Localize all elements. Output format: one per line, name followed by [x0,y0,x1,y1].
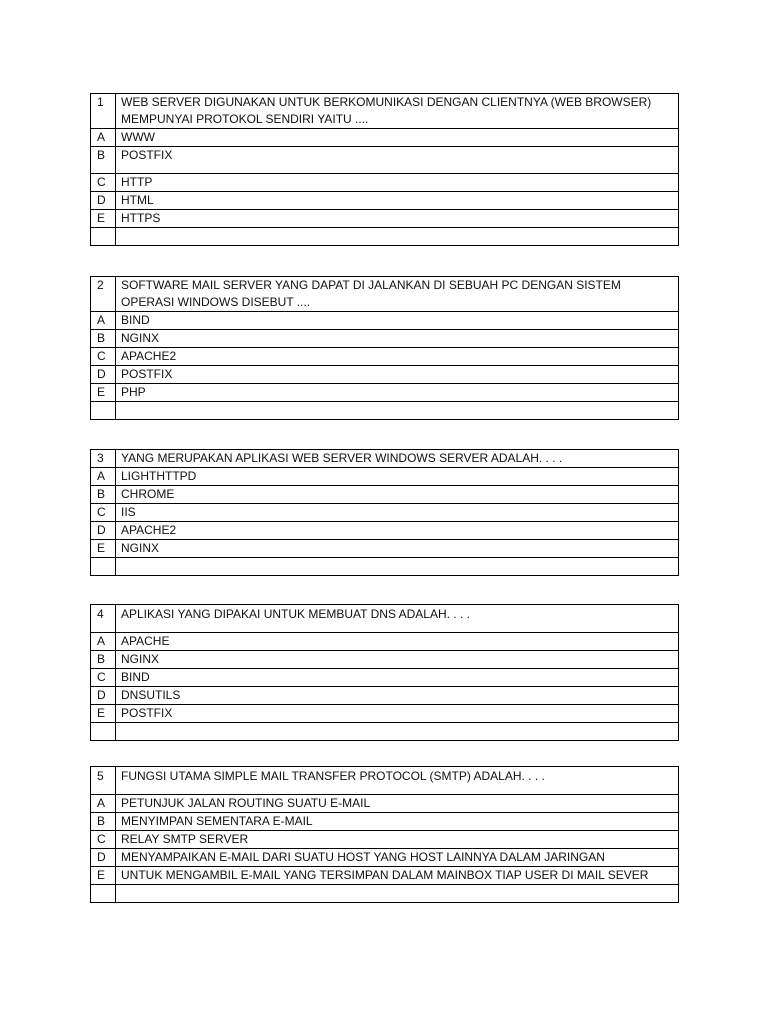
option-key: C [91,174,116,192]
option-key: D [91,366,116,384]
question-table-1 [90,93,679,246]
blank-cell [116,558,679,576]
question-number: 1 [91,94,116,129]
option-key: E [91,210,116,228]
blank-cell [91,228,116,246]
blank-cell [91,723,116,741]
blank-cell [116,723,679,741]
option-text: BIND [116,669,679,687]
option-key: A [91,795,116,813]
option-key: E [91,540,116,558]
blank-cell [116,402,679,420]
option-key: A [91,633,116,651]
option-key: A [91,468,116,486]
option-text: POSTFIX [116,147,679,174]
option-text: NGINX [116,330,679,348]
question-number: 5 [91,767,116,795]
option-text: UNTUK MENGAMBIL E-MAIL YANG TERSIMPAN DALAM MAINBOX TIAP USER DI MAIL SEVER [116,867,679,885]
option-key: D [91,192,116,210]
option-key: E [91,705,116,723]
question-number: 3 [91,450,116,468]
question-text: SOFTWARE MAIL SERVER YANG DAPAT DI JALANKAN DI SEBUAH PC DENGAN SISTEM OPERASI WINDOWS DISEBUT .... [116,277,679,312]
option-key: C [91,504,116,522]
option-text: POSTFIX [116,366,679,384]
option-key: B [91,651,116,669]
option-text: NGINX [116,651,679,669]
blank-cell [116,228,679,246]
question-text: YANG MERUPAKAN APLIKASI WEB SERVER WINDOWS SERVER ADALAH. . . . [116,450,679,468]
option-key: B [91,486,116,504]
option-key: E [91,867,116,885]
option-text: HTML [116,192,679,210]
option-text: PHP [116,384,679,402]
question-text: APLIKASI YANG DIPAKAI UNTUK MEMBUAT DNS ADALAH. . . . [116,605,679,633]
option-key: C [91,669,116,687]
option-key: B [91,147,116,174]
question-number: 4 [91,605,116,633]
option-text: LIGHTHTTPD [116,468,679,486]
question-table-2 [90,276,679,420]
question-table-5 [90,766,679,903]
option-text: NGINX [116,540,679,558]
option-text: WWW [116,129,679,147]
option-text: HTTPS [116,210,679,228]
question-number: 2 [91,277,116,312]
option-text: DNSUTILS [116,687,679,705]
option-key: D [91,522,116,540]
option-text: APACHE2 [116,348,679,366]
option-key: C [91,831,116,849]
option-text: APACHE [116,633,679,651]
option-text: CHROME [116,486,679,504]
option-text: MENYIMPAN SEMENTARA E-MAIL [116,813,679,831]
option-key: A [91,312,116,330]
option-text: RELAY SMTP SERVER [116,831,679,849]
option-key: C [91,348,116,366]
option-text: POSTFIX [116,705,679,723]
option-text: HTTP [116,174,679,192]
blank-cell [91,885,116,903]
option-text: APACHE2 [116,522,679,540]
option-key: D [91,849,116,867]
blank-cell [91,558,116,576]
option-text: IIS [116,504,679,522]
option-key: B [91,813,116,831]
question-text: FUNGSI UTAMA SIMPLE MAIL TRANSFER PROTOCOL (SMTP) ADALAH. . . . [116,767,679,795]
option-text: MENYAMPAIKAN E-MAIL DARI SUATU HOST YANG HOST LAINNYA DALAM JARINGAN [116,849,679,867]
option-key: A [91,129,116,147]
option-text: BIND [116,312,679,330]
question-table-4 [90,604,679,741]
blank-cell [91,402,116,420]
blank-cell [116,885,679,903]
option-key: D [91,687,116,705]
option-key: E [91,384,116,402]
question-text: WEB SERVER DIGUNAKAN UNTUK BERKOMUNIKASI DENGAN CLIENTNYA (WEB BROWSER) MEMPUNYAI PROTOKOL SENDIRI YAITU .... [116,94,679,129]
option-key: B [91,330,116,348]
option-text: PETUNJUK JALAN ROUTING SUATU E-MAIL [116,795,679,813]
question-table-3 [90,449,679,576]
